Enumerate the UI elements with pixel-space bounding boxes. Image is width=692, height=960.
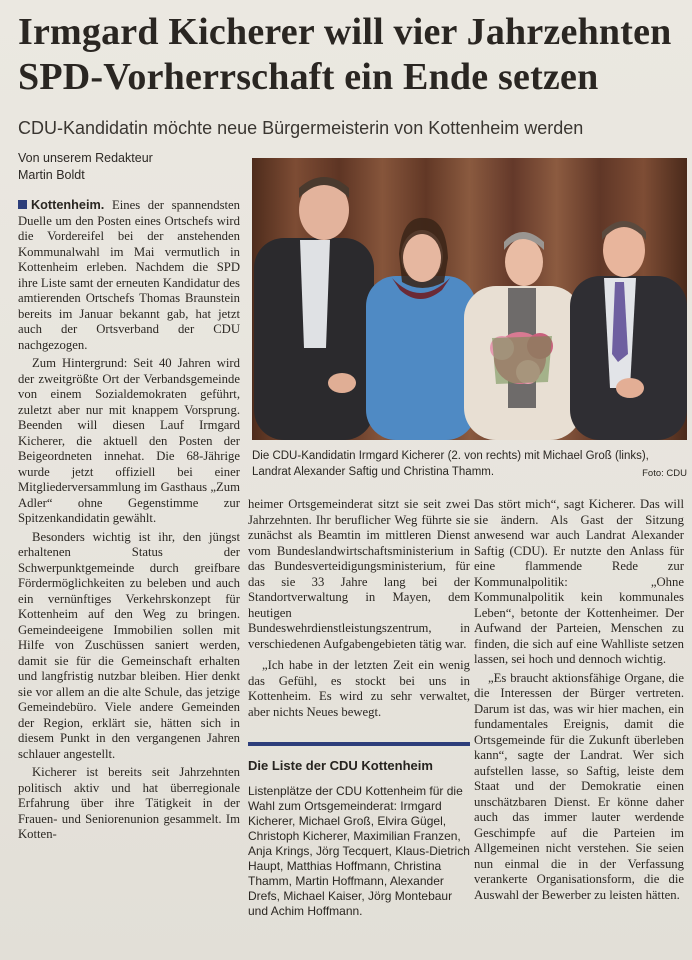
- subheadline: CDU-Kandidatin möchte neue Bürgermeisterin von Kottenheim werden: [18, 118, 584, 138]
- article-paragraph: [18, 198, 240, 353]
- dateline: Kottenheim.: [31, 198, 105, 212]
- sidebar-text: Listenplätze der CDU Kottenheim für die Wahl zum Ortsgemeinderat: Irmgard Kicherer, Michael Groß, Elvira Gügel, Christoph Kicherer, Maximilian Franzen, Anja Krings, Jörg Tecquert, Klaus-Dietrich Haupt, Matthias Hoffmann, Christina Thamm, Martin Hoffmann, Alexander Drefs, Michael Kaiser, Jörg Montebaur und Achim Hoffmann.: [248, 784, 470, 918]
- article-paragraph: Zum Hintergrund: Seit 40 Jahren wird der zweitgrößte Ort der Verbandsgemeinde von einem Sozialdemokraten geführt, zuletzt aber nur mit knappem Vorsprung. Beenden will diesen Lauf Irmgard Kicherer, die aktuell den Posten der Beigeordneten innehat. Die 68-Jährige wurde jetzt offiziell bei einer Mitgliederversammlung im Gasthaus „Zum Adler“ ohne Gegenstimme zur Spitzenkandidatin gewählt.: [18, 356, 240, 525]
- sidebar-title: Die Liste der CDU Kottenheim: [248, 758, 433, 773]
- article-paragraph: „Ich habe in der letzten Zeit ein wenig das Gefühl, es stockt bei uns in Kottenheim. Es wird zu sehr verwaltet, aber nichts Neues bewegt.: [248, 658, 470, 719]
- byline-author: Martin Boldt: [18, 168, 85, 182]
- sidebar-rule: [248, 742, 470, 746]
- group-photo: [252, 158, 687, 440]
- article-column-3: [474, 497, 684, 906]
- byline: [18, 150, 248, 184]
- paragraph-text: Eines der spannendsten Duelle um den Posten eines Ortschefs wird die Vordereifel bei der anstehenden Kommunalwahl im Mai vermutlich in Kottenheim erleben. Nachdem die SPD ihre Liste samt der erneuten Kandidatur des amtierenden Ortschefs Thomas Braunstein bereits im Januar bekannt gab, hat jetzt auch der Ortsverband der CDU nachgezogen.: [18, 198, 241, 352]
- dateline-marker-icon: [18, 200, 27, 209]
- headline-line-2: SPD-Vorherrschaft ein Ende setzen: [18, 56, 599, 98]
- byline-label: Von unserem Redakteur: [18, 151, 153, 165]
- article-paragraph: „Es braucht aktionsfähige Organe, die die Interessen der Bürger vertreten. Darum ist das, was wir hier machen, ein fundamentales Ereignis, damit die Ortsgemeinde für die Zukunft überleben kann“, sagte der Landrat. Wer sich aufstellen lasse, so Saftig, leiste dem Staat und der Demokratie einen unschätzbaren Dienst. Er könne daher auch das immer lauter werdende Geschimpfe auf die Parteien im Allgemeinen nicht verstehen. Sie seien nun einmal die in der Verfassung verankerte Organisationsform, die die Auswahl der Bewerber zu leisten hätten.: [474, 670, 684, 902]
- caption-text: Die CDU-Kandidatin Irmgard Kicherer (2. von rechts) mit Michael Groß (links), Landrat Alexander Saftig und Christina Thamm.: [252, 450, 649, 478]
- article-paragraph: Besonders wichtig ist ihr, den jüngst erhaltenen Status der Schwerpunktgemeinde durch greifbare Fördermöglichkeiten zu beleben und auch ein vernünftiges Verkehrskonzept für Kottenheim auf den Weg zu bringen. Gemeindeeigene Immobilien sollen mit Hilfe von Zuschüssen saniert werden, damit sie für die Gemeinschaft erhalten und langfristig nutzbar bleiben. Hier denkt sie vor allem an die alte Schule, das jetzige Gemeindebüro. Viele andere Gemeinden der Region, erklärt sie, hätten sich in diesem Punkt in den vergangenen Jahren schlauer angestellt.: [18, 529, 240, 761]
- article-paragraph: Kicherer ist bereits seit Jahrzehnten politisch aktiv und hat überregionale Erfahrung über ihre Tätigkeit in der Frauen- und Seniorenunion gesammelt. Im Kotten-: [18, 765, 240, 841]
- article-column-1: [18, 198, 240, 846]
- article-column-2: [248, 497, 470, 723]
- article-paragraph: heimer Ortsgemeinderat sitzt sie seit zwei Jahrzehnten. Ihr beruflicher Weg führte sie zunächst als Beamtin im mittleren Dienst vom Bundeslandwirtschaftsministerium in das Bundesverteidigungsministerium, für das sie 33 Jahre lang bei der Standortverwaltung in Mayen, dem heutigen Bundeswehrdienstleistungszentrum, in verschiedenen Aufgabengebieten tätig war.: [248, 497, 470, 651]
- headline-line-1: Irmgard Kicherer will vier Jahrzehnten: [18, 11, 672, 53]
- headline: [18, 10, 684, 100]
- group-photo-illustration: [252, 158, 687, 440]
- article-paragraph: Das stört mich“, sagt Kicherer. Das will sie ändern. Als Gast der Sitzung anwesend war auch Landrat Alexander Saftig (CDU). Er nutzte den Anlass für eine flammende Rede zur Kommunalpolitik: „Ohne Kommunalpolitik kein kommunales Leben“, betonte der Kottenheimer. Der Aufwand der Parteien, Menschen zu finden, die sich auf eine Wahlliste setzen lassen, sei hoch und dennoch wichtig.: [474, 497, 684, 666]
- photo-credit: Foto: CDU: [642, 468, 687, 479]
- photo-caption: [252, 448, 687, 482]
